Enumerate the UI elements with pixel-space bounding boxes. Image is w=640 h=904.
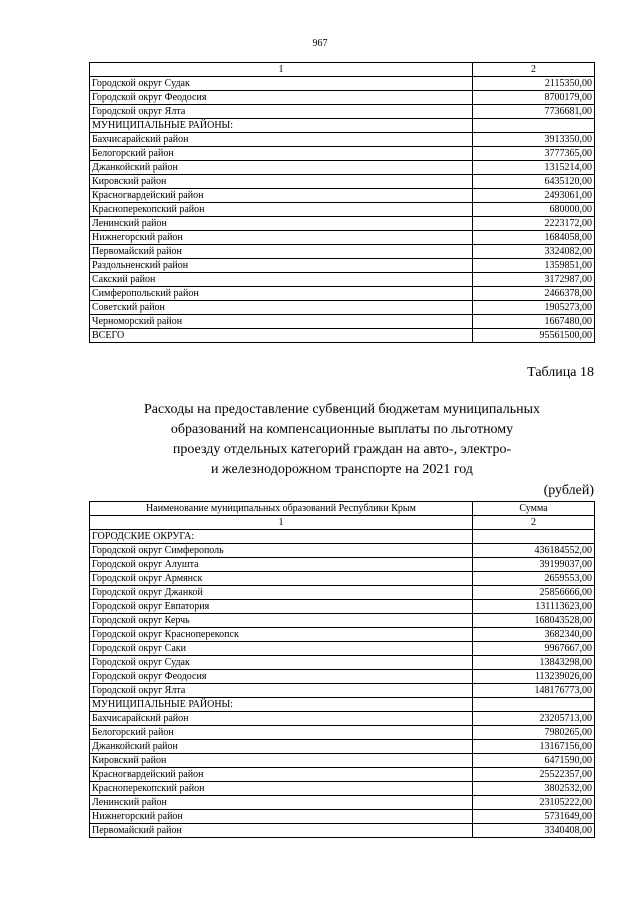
header-amount: Сумма: [473, 502, 595, 516]
municipality-name: Городской округ Ялта: [90, 684, 473, 698]
column-index-1: 1: [90, 63, 473, 77]
column-index-2: 2: [473, 63, 595, 77]
municipality-name: Городской округ Феодосия: [90, 670, 473, 684]
column-index-2: 2: [473, 516, 595, 530]
table-row: [90, 189, 595, 203]
caption-line: и железнодорожном транспорте на 2021 год: [211, 462, 473, 477]
table-row: [90, 287, 595, 301]
municipality-name: Городской округ Ялта: [90, 105, 473, 119]
amount-value: 131113623,00: [473, 600, 595, 614]
continued-subsidy-table-body: [90, 63, 595, 329]
municipality-name: Городской округ Симферополь: [90, 544, 473, 558]
municipality-name: Ленинский район: [90, 796, 473, 810]
municipality-name: Первомайский район: [90, 245, 473, 259]
municipality-name: Городской округ Судак: [90, 656, 473, 670]
amount-value: 13843298,00: [473, 656, 595, 670]
table-row: [90, 91, 595, 105]
amount-value: 3913350,00: [473, 133, 595, 147]
header-row: [90, 502, 595, 516]
municipality-name: Раздольненский район: [90, 259, 473, 273]
municipality-name: Городской округ Джанкой: [90, 586, 473, 600]
amount-value: 3340408,00: [473, 824, 595, 838]
table-row: [90, 259, 595, 273]
amount-value: 3777365,00: [473, 147, 595, 161]
total-label: ВСЕГО: [90, 329, 473, 343]
table-row: [90, 642, 595, 656]
header-municipality: Наименование муниципальных образований Республики Крым: [90, 502, 473, 516]
municipality-name: Городской округ Алушта: [90, 558, 473, 572]
municipality-name: Нижнегорский район: [90, 810, 473, 824]
amount-value: 23105222,00: [473, 796, 595, 810]
amount-value: 168043528,00: [473, 614, 595, 628]
total-row: [90, 329, 595, 343]
amount-value: 3802532,00: [473, 782, 595, 796]
amount-value: 2493061,00: [473, 189, 595, 203]
table-row: [90, 105, 595, 119]
table-row: [90, 768, 595, 782]
table-row: [90, 231, 595, 245]
amount-value: 436184552,00: [473, 544, 595, 558]
table-row: [90, 614, 595, 628]
table-row: [90, 273, 595, 287]
table-row: [90, 796, 595, 810]
municipality-name: Красноперекопский район: [90, 203, 473, 217]
municipality-name: Симферопольский район: [90, 287, 473, 301]
table-row: [90, 558, 595, 572]
municipality-name: Белогорский район: [90, 726, 473, 740]
caption-line: Расходы на предоставление субвенций бюджетам муниципальных: [143, 402, 541, 417]
table-row: [90, 712, 595, 726]
page-number: 967: [312, 38, 328, 49]
table-row: [90, 782, 595, 796]
municipality-name: Нижнегорский район: [90, 231, 473, 245]
amount-value: [473, 119, 595, 133]
amount-value: 7980265,00: [473, 726, 595, 740]
municipality-name: ГОРОДСКИЕ ОКРУГА:: [90, 530, 473, 544]
amount-value: 25522357,00: [473, 768, 595, 782]
municipality-name: Городской округ Феодосия: [90, 91, 473, 105]
amount-value: 3324082,00: [473, 245, 595, 259]
amount-value: [473, 698, 595, 712]
amount-value: 5731649,00: [473, 810, 595, 824]
amount-value: 1667480,00: [473, 315, 595, 329]
amount-value: 148176773,00: [473, 684, 595, 698]
table-number-label: Таблица 18: [527, 365, 594, 380]
table-row: [90, 824, 595, 838]
table-row: [90, 147, 595, 161]
column-index-row: [90, 63, 595, 77]
table-row: [90, 586, 595, 600]
amount-value: 39199037,00: [473, 558, 595, 572]
amount-value: 25856666,00: [473, 586, 595, 600]
table-row: [90, 572, 595, 586]
table-row: [90, 684, 595, 698]
amount-value: 6471590,00: [473, 754, 595, 768]
municipality-name: Красногвардейский район: [90, 768, 473, 782]
amount-value: 9967667,00: [473, 642, 595, 656]
amount-value: 13167156,00: [473, 740, 595, 754]
amount-value: 1905273,00: [473, 301, 595, 315]
amount-value: 8700179,00: [473, 91, 595, 105]
table-row: [90, 754, 595, 768]
municipality-name: Городской округ Евпатория: [90, 600, 473, 614]
municipality-name: Красногвардейский район: [90, 189, 473, 203]
amount-value: 2659553,00: [473, 572, 595, 586]
table-row: [90, 77, 595, 91]
amount-value: 113239026,00: [473, 670, 595, 684]
table-row: [90, 810, 595, 824]
amount-value: 2466378,00: [473, 287, 595, 301]
transport-compensation-table: [89, 501, 595, 838]
continued-subsidy-table: [89, 62, 595, 343]
caption-line: образований на компенсационные выплаты по льготному: [170, 422, 514, 437]
table-row: [90, 161, 595, 175]
table-row: [90, 175, 595, 189]
municipality-name: Городской округ Керчь: [90, 614, 473, 628]
municipality-name: Бахчисарайский район: [90, 712, 473, 726]
municipality-name: Кировский район: [90, 754, 473, 768]
amount-value: 7736681,00: [473, 105, 595, 119]
municipality-name: Городской округ Армянск: [90, 572, 473, 586]
municipality-name: Советский район: [90, 301, 473, 315]
table-row: [90, 628, 595, 642]
municipality-name: Джанкойский район: [90, 740, 473, 754]
table-row: [90, 726, 595, 740]
municipality-name: Сакский район: [90, 273, 473, 287]
amount-value: 680000,00: [473, 203, 595, 217]
amount-value: 1684058,00: [473, 231, 595, 245]
column-index-1: 1: [90, 516, 473, 530]
amount-value: 1315214,00: [473, 161, 595, 175]
transport-compensation-table-body: [90, 530, 595, 838]
municipality-name: Черноморский район: [90, 315, 473, 329]
table-row: [90, 670, 595, 684]
table-row: [90, 217, 595, 231]
amount-value: 2115350,00: [473, 77, 595, 91]
table-row: [90, 698, 595, 712]
table-row: [90, 530, 595, 544]
table-row: [90, 656, 595, 670]
municipality-name: МУНИЦИПАЛЬНЫЕ РАЙОНЫ:: [90, 119, 473, 133]
caption-line: проезду отдельных категорий граждан на авто-, электро-: [172, 442, 512, 457]
table-row: [90, 245, 595, 259]
table-row: [90, 740, 595, 754]
municipality-name: Ленинский район: [90, 217, 473, 231]
municipality-name: Кировский район: [90, 175, 473, 189]
municipality-name: Первомайский район: [90, 824, 473, 838]
municipality-name: Белогорский район: [90, 147, 473, 161]
amount-value: 1359851,00: [473, 259, 595, 273]
amount-value: 2223172,00: [473, 217, 595, 231]
municipality-name: Городской округ Саки: [90, 642, 473, 656]
amount-value: 6435120,00: [473, 175, 595, 189]
column-index-row: [90, 516, 595, 530]
municipality-name: Красноперекопский район: [90, 782, 473, 796]
table-row: [90, 301, 595, 315]
municipality-name: Джанкойский район: [90, 161, 473, 175]
table-caption: [100, 400, 584, 480]
table-row: [90, 600, 595, 614]
table-row: [90, 119, 595, 133]
municipality-name: Городской округ Судак: [90, 77, 473, 91]
municipality-name: МУНИЦИПАЛЬНЫЕ РАЙОНЫ:: [90, 698, 473, 712]
amount-value: [473, 530, 595, 544]
amount-value: 3682340,00: [473, 628, 595, 642]
municipality-name: Городской округ Красноперекопск: [90, 628, 473, 642]
amount-value: 23205713,00: [473, 712, 595, 726]
table-row: [90, 544, 595, 558]
amount-value: 3172987,00: [473, 273, 595, 287]
municipality-name: Бахчисарайский район: [90, 133, 473, 147]
table-row: [90, 133, 595, 147]
table-row: [90, 315, 595, 329]
units-label: (рублей): [543, 483, 594, 498]
table-row: [90, 203, 595, 217]
total-value: 95561500,00: [473, 329, 595, 343]
